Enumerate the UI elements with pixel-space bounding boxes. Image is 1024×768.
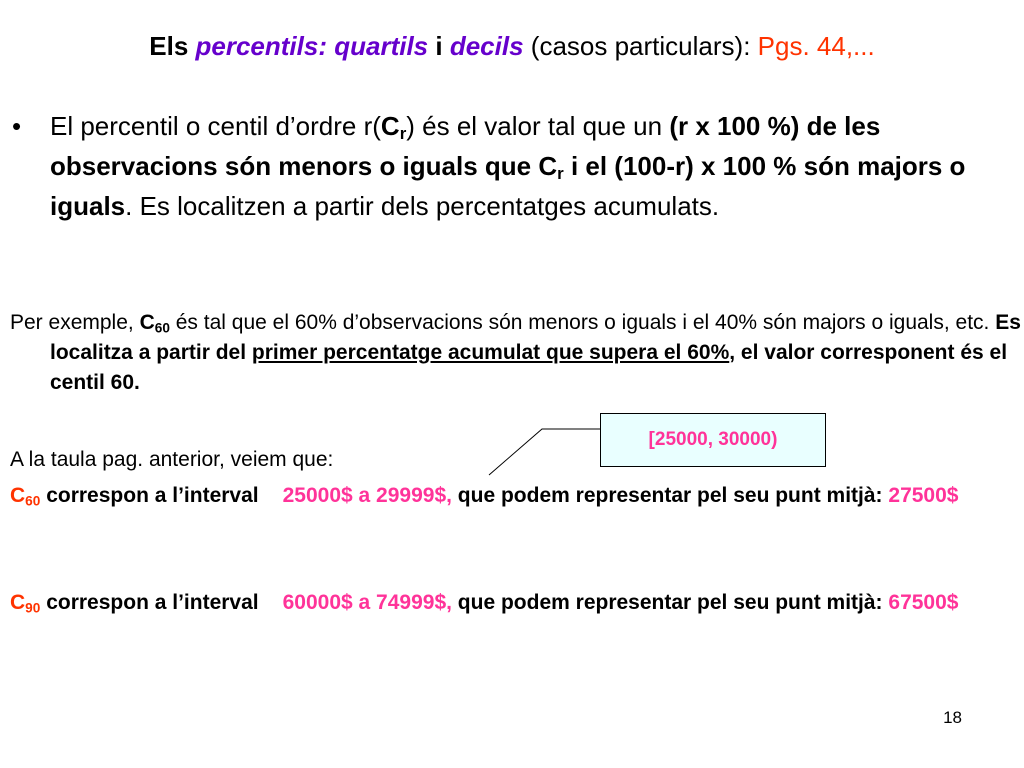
- bullet-text: [50, 106, 1000, 226]
- c90-interval: 60000$ a 74999$,: [282, 591, 452, 614]
- bullet-text-part: . Es localitzen a partir dels percentatges acumulats.: [125, 191, 720, 221]
- bullet-bold-definition: i el (100-r) x 100 % són majors o iguals: [50, 151, 966, 221]
- c90-symbol: C: [10, 591, 26, 614]
- c90-subscript: 90: [25, 600, 41, 616]
- bullet-symbol: •: [12, 111, 22, 141]
- bullet-cr-subscript: r: [557, 164, 564, 184]
- title-percentils-quartils: percentils: quartils: [195, 31, 429, 61]
- bullet-definition: [10, 106, 1000, 226]
- example-bold-text: Es localitza a partir del: [50, 311, 1021, 364]
- example-underlined-text: primer percentatge acumulat que supera el 60%: [251, 341, 730, 364]
- page-number: 18: [943, 708, 962, 727]
- c90-text: correspon a l’interval: [46, 591, 259, 614]
- c90-midpoint: 67500$: [888, 591, 959, 614]
- c90-text: que podem representar pel seu punt mitjà:: [451, 591, 889, 614]
- example-bold-text: , el valor corresponent és el centil 60.: [50, 341, 1008, 394]
- c60-interval: 25000$ a 29999$,: [282, 484, 452, 507]
- title-decils: decils: [449, 31, 524, 61]
- interval-callout-box: [600, 413, 826, 467]
- intro-text: A la taula pag. anterior, veiem que:: [10, 448, 334, 471]
- c60-text: correspon a l’interval: [46, 484, 259, 507]
- example-c60-subscript: 60: [154, 320, 170, 336]
- c60-midpoint: 27500$: [888, 484, 959, 507]
- bullet-text-part: El percentil o centil d’ordre r(: [50, 111, 381, 141]
- slide-title: [0, 28, 1024, 64]
- example-c60-symbol: C: [139, 311, 155, 334]
- c60-subscript: 60: [25, 493, 41, 509]
- title-word-i: i: [435, 31, 443, 61]
- bullet-bold-definition: (r x 100 %) de les observacions són menors o iguals que C: [50, 111, 881, 181]
- interval-callout-text: [25000, 30000): [648, 429, 778, 450]
- c60-symbol: C: [10, 484, 26, 507]
- bullet-cr-symbol: C: [380, 111, 400, 141]
- callout-connector-line: [486, 426, 606, 478]
- c60-text: que podem representar pel seu punt mitjà:: [451, 484, 889, 507]
- title-casos-particulars: (casos particulars):: [530, 31, 751, 61]
- c90-statement: [10, 588, 1024, 618]
- title-word-els: Els: [149, 31, 189, 61]
- bullet-text-part: ) és el valor tal que un: [406, 111, 670, 141]
- title-pages-reference: Pgs. 44,...: [757, 31, 875, 61]
- bullet-cr-subscript: r: [399, 124, 407, 144]
- c60-statement: [10, 481, 1024, 511]
- example-text: és tal que el 60% d’observacions són menors o iguals i el 40% són majors o iguals, etc.: [169, 311, 996, 334]
- example-paragraph: [10, 308, 1024, 398]
- example-text: Per exemple,: [10, 311, 140, 334]
